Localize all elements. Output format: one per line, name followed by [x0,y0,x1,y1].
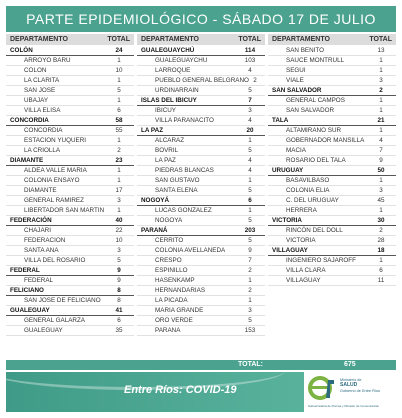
row-total: 1 [117,166,121,174]
report-title: PARTE EPIDEMIOLÓGICO - SÁBADO 17 DE JULIO [6,6,396,32]
row-name: TALA [272,116,289,124]
locality-row [268,66,396,76]
header-department: DEPARTAMENTO [10,36,68,43]
table-column-2 [137,34,265,336]
locality-row [6,126,134,136]
row-name: BASAVILBASO [286,176,330,184]
row-total: 9 [379,156,383,164]
locality-row [137,236,265,246]
row-total: 9 [117,266,121,274]
row-total: 2 [253,76,257,84]
department-row [268,116,396,126]
row-total: 1 [379,66,383,74]
department-row [137,96,265,106]
row-total: 10 [115,236,123,244]
row-name: COLONIA ELIA [286,186,330,194]
logo-subtitle: Subsecretaría de Prensa y Difusión de Comunicación [308,404,380,408]
row-total: 30 [377,216,385,224]
locality-row [268,106,396,116]
row-total: 2 [248,266,252,274]
row-name: GUALEGUAYCHU [155,56,208,64]
row-total: 24 [115,46,123,54]
row-name: UBAJAY [24,96,49,104]
row-name: GUALEGUAYCHÚ [141,46,195,54]
row-total: 1 [117,176,121,184]
row-total: 5 [248,216,252,224]
row-name: ALTAMIRANO SUR [286,126,342,134]
department-row [6,266,134,276]
row-name: ORO VERDE [155,316,193,324]
er-logo-icon [308,374,338,402]
locality-row [6,276,134,286]
row-total: 17 [115,186,123,194]
locality-row [268,56,396,66]
row-name: GENERAL GALARZA [24,316,86,324]
row-total: 10 [115,66,123,74]
row-total: 3 [379,186,383,194]
row-name: FEDERAL [24,276,54,284]
report-table [6,34,396,374]
row-total: 28 [377,236,385,244]
row-name: ALCARAZ [155,136,185,144]
locality-row [137,66,265,76]
row-name: FEDERACIÓN [10,216,52,224]
department-row [6,46,134,56]
row-total: 21 [377,116,385,124]
row-name: HERNANDARIAS [155,286,206,294]
department-row [6,216,134,226]
locality-row [137,306,265,316]
locality-row [6,176,134,186]
column-header [6,34,134,45]
row-name: FELICIANO [10,286,44,294]
locality-row [268,206,396,216]
total-label: TOTAL: [238,361,264,368]
row-name: HERRERA [286,206,317,214]
row-total: 4 [248,116,252,124]
row-total: 8 [117,296,121,304]
row-total: 1 [117,76,121,84]
department-row [137,196,265,206]
locality-row [137,86,265,96]
locality-row [6,296,134,306]
locality-row [137,296,265,306]
department-row [6,286,134,296]
row-name: VILLA CLARA [286,266,326,274]
logo-line-2: SALUD [340,382,358,388]
header-department: DEPARTAMENTO [141,36,199,43]
header-total: TOTAL [369,36,392,43]
column-header [137,34,265,45]
table-column-3 [268,34,396,286]
row-name: GENERAL RAMIREZ [24,196,84,204]
row-name: PIEDRAS BLANCAS [155,166,214,174]
locality-row [6,226,134,236]
locality-row [268,96,396,106]
row-total: 41 [115,306,123,314]
row-name: ROSARIO DEL TALA [286,156,346,164]
row-name: VILLA DEL ROSARIO [24,256,86,264]
department-row [137,126,265,136]
row-total: 3 [379,76,383,84]
row-total: 1 [248,206,252,214]
row-name: VICTORIA [286,236,316,244]
locality-row [6,196,134,206]
row-name: GUALEGUAY [24,326,63,334]
row-name: SAN BENITO [286,46,325,54]
row-name: VIALE [286,76,304,84]
row-name: LA PAZ [141,126,164,134]
row-name: SAN SALVADOR [272,86,322,94]
row-name: IBICUY [155,106,176,114]
row-total: 1 [379,96,383,104]
row-total: 4 [379,136,383,144]
row-total: 22 [115,226,123,234]
row-total: 5 [248,146,252,154]
locality-row [268,156,396,166]
locality-row [137,146,265,156]
locality-row [6,56,134,66]
row-total: 1 [248,296,252,304]
locality-row [137,266,265,276]
row-name: GUALEGUAY [10,306,50,314]
locality-row [6,256,134,266]
row-total: 2 [117,146,121,154]
row-total: 6 [117,316,121,324]
locality-row [6,96,134,106]
row-name: NOGOYÁ [141,196,169,204]
row-total: 7 [379,146,383,154]
row-name: ALDEA VALLE MARIA [24,166,87,174]
row-total: 1 [117,56,121,64]
row-name: LA CLARITA [24,76,60,84]
locality-row [6,86,134,96]
row-total: 23 [115,156,123,164]
row-total: 4 [248,166,252,174]
row-name: ESTACION YUQUERI [24,136,87,144]
locality-row [6,166,134,176]
locality-row [6,206,134,216]
row-name: DIAMANTE [10,156,44,164]
row-total: 5 [117,86,121,94]
row-name: COLÓN [10,46,33,54]
row-total: 20 [246,126,254,134]
row-name: SAN SALVADOR [286,106,335,114]
row-name: LA PICADA [155,296,188,304]
row-total: 2 [379,226,383,234]
total-bar [6,360,396,370]
row-name: PARANÁ [141,226,168,234]
department-row [6,116,134,126]
row-total: 11 [377,276,385,284]
row-name: SAN GUSTAVO [155,176,200,184]
locality-row [137,106,265,116]
locality-row [137,246,265,256]
locality-row [268,76,396,86]
row-total: 1 [117,96,121,104]
row-total: 3 [117,246,121,254]
ministry-logo [304,372,396,412]
header-department: DEPARTAMENTO [272,36,330,43]
locality-row [6,246,134,256]
locality-row [6,76,134,86]
row-name: URDINARRAIN [155,86,199,94]
row-total: 4 [248,66,252,74]
row-name: PARANA [155,326,181,334]
row-total: 45 [377,196,385,204]
logo-line-3: Gobierno de Entre Ríos [340,389,380,393]
department-row [268,246,396,256]
row-name: C. DEL URUGUAY [286,196,339,204]
row-total: 1 [248,176,252,184]
row-name: SAUCE MONTRULL [286,56,345,64]
locality-row [268,146,396,156]
locality-row [137,316,265,326]
row-total: 4 [248,156,252,164]
row-total: 6 [379,266,383,274]
locality-row [137,136,265,146]
department-row [137,46,265,56]
row-name: CONCORDIA [10,116,49,124]
row-name: ARROYO BARU [24,56,71,64]
locality-row [137,276,265,286]
locality-row [268,236,396,246]
row-name: GENERAL CAMPOS [286,96,345,104]
row-total: 1 [379,176,383,184]
footer-caption: Entre Ríos: COVID-19 [124,384,237,396]
row-total: 18 [377,246,385,254]
department-row [268,166,396,176]
row-name: LARROQUE [155,66,191,74]
row-name: CHAJARI [24,226,51,234]
locality-row [268,46,396,56]
locality-row [6,136,134,146]
department-row [268,216,396,226]
row-name: NOGOYA [155,216,183,224]
row-name: VILLA ELISA [24,106,61,114]
locality-row [137,76,265,86]
row-name: SAN JOSE [24,86,56,94]
locality-row [268,256,396,266]
row-total: 5 [248,86,252,94]
row-name: FEDERACION [24,236,66,244]
locality-row [137,286,265,296]
row-name: LUCAS GONZALEZ [155,206,212,214]
row-total: 153 [244,326,256,334]
logo-line-1: Ministerio de [340,378,362,382]
row-total: 1 [379,206,383,214]
row-name: DIAMANTE [24,186,57,194]
row-name: LA PAZ [155,156,176,164]
locality-row [137,116,265,126]
row-name: SANTA ELENA [155,186,198,194]
locality-row [137,156,265,166]
department-row [137,226,265,236]
row-name: INGENIERO SAJAROFF [286,256,356,264]
department-row [6,156,134,166]
footer-banner [6,372,396,412]
row-total: 1 [379,106,383,114]
row-total: 103 [244,56,256,64]
row-total: 3 [117,196,121,204]
row-name: COLONIA ENSAYO [24,176,80,184]
row-name: FEDERAL [10,266,40,274]
locality-row [137,176,265,186]
row-name: VILLAGUAY [286,276,321,284]
locality-row [137,256,265,266]
department-row [268,86,396,96]
row-total: 55 [115,126,123,134]
row-total: 3 [248,306,252,314]
department-row [6,306,134,316]
row-total: 1 [117,206,121,214]
row-total: 13 [377,46,385,54]
row-total: 5 [117,256,121,264]
locality-row [137,166,265,176]
row-name: VILLAGUAY [272,246,308,254]
row-name: BOVRIL [155,146,179,154]
row-name: ISLAS DEL IBICUY [141,96,197,104]
row-total: 5 [248,236,252,244]
row-name: CONCORDIA [24,126,63,134]
row-total: 1 [248,136,252,144]
row-total: 58 [115,116,123,124]
row-total: 5 [248,316,252,324]
locality-row [137,186,265,196]
row-total: 6 [248,196,252,204]
total-value: 675 [344,361,356,368]
row-total: 7 [248,256,252,264]
row-total: 9 [248,246,252,254]
row-name: LIBERTADOR SAN MARTIN [24,206,105,214]
table-column-1 [6,34,134,336]
row-name: COLON [24,66,47,74]
row-name: SAN JOSE DE FELICIANO [24,296,101,304]
row-total: 8 [117,286,121,294]
row-name: URUGUAY [272,166,304,174]
row-total: 1 [379,56,383,64]
locality-row [268,266,396,276]
row-total: 1 [248,276,252,284]
locality-row [137,206,265,216]
row-name: ESPINILLO [155,266,188,274]
locality-row [137,326,265,336]
locality-row [6,236,134,246]
column-header [268,34,396,45]
locality-row [6,326,134,336]
row-name: MACIA [286,146,306,154]
locality-row [268,126,396,136]
row-total: 7 [248,96,252,104]
row-name: CERRITO [155,236,184,244]
row-name: MARIA GRANDE [155,306,204,314]
locality-row [6,186,134,196]
locality-row [268,276,396,286]
row-total: 35 [115,326,123,334]
row-total: 6 [117,106,121,114]
locality-row [268,136,396,146]
locality-row [268,176,396,186]
row-total: 114 [244,46,256,54]
locality-row [6,106,134,116]
row-name: PUEBLO GENERAL BELGRANO [155,76,249,84]
row-name: VICTORIA [272,216,302,224]
row-name: RINCÓN DEL DOLL [286,226,343,234]
row-name: HASENKAMP [155,276,195,284]
locality-row [268,226,396,236]
row-total: 1 [379,256,383,264]
row-total: 1 [117,136,121,144]
row-name: SANTA ANA [24,246,59,254]
row-total: 3 [248,106,252,114]
locality-row [137,216,265,226]
row-total: 9 [117,276,121,284]
row-total: 1 [379,126,383,134]
row-name: GOBERNADOR MANSILLA [286,136,365,144]
row-total: 5 [248,186,252,194]
row-total: 50 [377,166,385,174]
header-total: TOTAL [238,36,261,43]
row-name: CRESPO [155,256,182,264]
locality-row [137,56,265,66]
locality-row [268,186,396,196]
row-name: LA CRIOLLA [24,146,61,154]
row-name: SEGUI [286,66,306,74]
locality-row [6,146,134,156]
row-total: 40 [115,216,123,224]
row-name: VILLA PARANACITO [155,116,214,124]
locality-row [6,316,134,326]
row-total: 2 [248,286,252,294]
row-total: 203 [244,226,256,234]
header-total: TOTAL [107,36,130,43]
row-name: COLONIA AVELLANEDA [155,246,226,254]
locality-row [6,66,134,76]
locality-row [268,196,396,206]
row-total: 2 [379,86,383,94]
